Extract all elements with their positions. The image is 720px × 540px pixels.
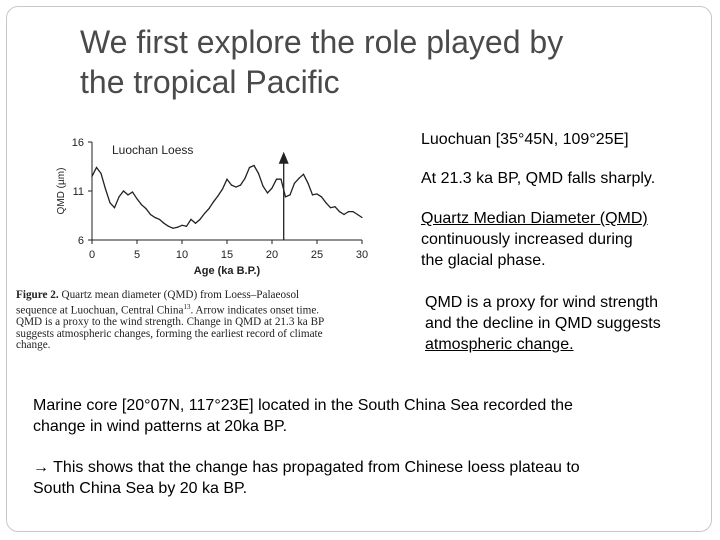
qmd-point-7: [123, 190, 124, 191]
qmd-line-1: Quartz Median Diameter (QMD): [421, 210, 648, 227]
qmd-point-49: [312, 194, 313, 195]
qmd-point-48: [307, 183, 308, 184]
qmd-point-23: [195, 223, 196, 224]
qmd-point-19: [177, 227, 178, 228]
qmd-chart: [12, 130, 412, 290]
qmd-point-4: [109, 202, 110, 203]
qmd-point-46: [298, 178, 299, 179]
qmd-point-38: [262, 186, 263, 187]
qmd-point-57: [348, 211, 349, 212]
proxy-paragraph: [425, 292, 661, 355]
onset-arrow-head: [279, 152, 289, 164]
x-tick-label-2: 10: [175, 249, 189, 261]
qmd-point-26: [208, 208, 209, 209]
qmd-point-16: [163, 223, 164, 224]
qmd-point-54: [334, 206, 335, 207]
qmd-point-17: [168, 226, 169, 227]
y-tick-label-0: 6: [77, 235, 84, 247]
qmd-point-40: [271, 187, 272, 188]
qmd-point-27: [213, 201, 214, 202]
qmd-point-21: [186, 226, 187, 227]
slide-title: [80, 22, 680, 102]
marine-line-1: Marine core [20°07N, 117°23E] located in the South China Sea recorded the: [33, 397, 573, 414]
y-tick-label-1: 11: [72, 186, 84, 198]
caption-line-2: sequence at Luochuan, Central China: [16, 304, 184, 317]
qmd-point-42: [280, 179, 281, 180]
x-tick-label-3: 15: [220, 249, 234, 261]
qmd-point-39: [267, 192, 268, 193]
y-axis-label: QMD (µm): [56, 167, 67, 215]
qmd-point-36: [253, 165, 254, 166]
qmd-point-31: [231, 185, 232, 186]
qmd-point-25: [204, 213, 205, 214]
qmd-point-43: [285, 196, 286, 197]
qmd-point-2: [100, 173, 101, 174]
qmd-point-51: [321, 196, 322, 197]
qmd-point-44: [289, 194, 290, 195]
qmd-point-1: [96, 167, 97, 168]
qmd-point-45: [294, 183, 295, 184]
qmd-point-50: [316, 193, 317, 194]
proxy-line-2: and the decline in QMD suggests: [425, 315, 661, 332]
qmd-point-47: [303, 174, 304, 175]
qmd-point-9: [132, 191, 133, 192]
qmd-line-3: the glacial phase.: [421, 252, 546, 269]
qmd-point-5: [114, 207, 115, 208]
x-axis-label: Age (ka B.P.): [193, 265, 261, 277]
qmd-point-32: [235, 186, 236, 187]
caption-line-1: Quartz mean diameter (QMD) from Loess–Palaeosol: [61, 289, 300, 301]
caption-line-3: QMD is a proxy to the wind strength. Change in QMD at 21.3 ka BP: [16, 315, 325, 328]
caption-superscript: 13: [183, 302, 191, 311]
x-tick-label-0: 0: [88, 249, 96, 261]
qmd-point-0: [91, 176, 92, 177]
qmd-point-11: [141, 204, 142, 205]
qmd-paragraph: [421, 208, 648, 271]
fall-note-text: At 21.3 ka BP, QMD falls sharply.: [421, 170, 656, 187]
conclusion-paragraph: [33, 457, 580, 499]
qmd-point-28: [217, 195, 218, 196]
qmd-point-18: [172, 228, 173, 229]
qmd-point-6: [118, 196, 119, 197]
x-tick-label-4: 20: [265, 249, 279, 261]
title-line-1: We first explore the role played by: [80, 24, 564, 60]
qmd-point-52: [325, 202, 326, 203]
caption-line-4: suggests atmospheric changes, forming the earliest record of climate: [16, 327, 323, 340]
qmd-point-24: [199, 219, 200, 220]
figure-caption: [16, 290, 408, 352]
x-tick-label-1: 5: [133, 249, 141, 261]
qmd-point-55: [339, 211, 340, 212]
qmd-point-15: [159, 219, 160, 220]
qmd-point-33: [240, 185, 241, 186]
qmd-point-59: [357, 214, 358, 215]
qmd-point-20: [181, 225, 182, 226]
qmd-point-60: [361, 217, 362, 218]
qmd-point-10: [136, 198, 137, 199]
x-tick-label-5: 25: [310, 249, 324, 261]
qmd-point-29: [222, 188, 223, 189]
qmd-point-30: [226, 179, 227, 180]
qmd-point-37: [258, 173, 259, 174]
qmd-point-53: [330, 207, 331, 208]
qmd-point-58: [352, 211, 353, 212]
conclusion-line-1: → This shows that the change has propagated from Chinese loess plateau to: [33, 459, 580, 476]
qmd-point-22: [190, 219, 191, 220]
marine-paragraph: [33, 395, 573, 437]
qmd-line-2: continuously increased during: [421, 231, 633, 248]
proxy-line-3: atmospheric change.: [425, 336, 574, 353]
proxy-line-1: QMD is a proxy for wind strength: [425, 294, 658, 311]
qmd-point-12: [145, 208, 146, 209]
qmd-point-13: [150, 214, 151, 215]
qmd-point-35: [249, 167, 250, 168]
caption-line-2b: . Arrow indicates onset time.: [190, 304, 320, 317]
y-tick-label-2: 16: [71, 137, 84, 149]
marine-line-2: change in wind patterns at 20ka BP.: [33, 418, 288, 435]
title-line-2: the tropical Pacific: [80, 64, 340, 100]
location-text: Luochuan [35°45N, 109°25E]: [421, 131, 629, 148]
conclusion-line-2: South China Sea by 20 ka BP.: [33, 480, 248, 497]
qmd-point-41: [276, 179, 277, 180]
qmd-point-8: [127, 194, 128, 195]
x-tick-label-6: 30: [355, 249, 369, 261]
qmd-point-56: [343, 214, 344, 215]
caption-line-5: change.: [16, 339, 51, 352]
qmd-point-3: [105, 188, 106, 189]
chart-title: Luochan Loess: [112, 143, 194, 157]
qmd-point-34: [244, 178, 245, 179]
caption-label: Figure 2.: [16, 289, 59, 301]
qmd-point-14: [154, 217, 155, 218]
